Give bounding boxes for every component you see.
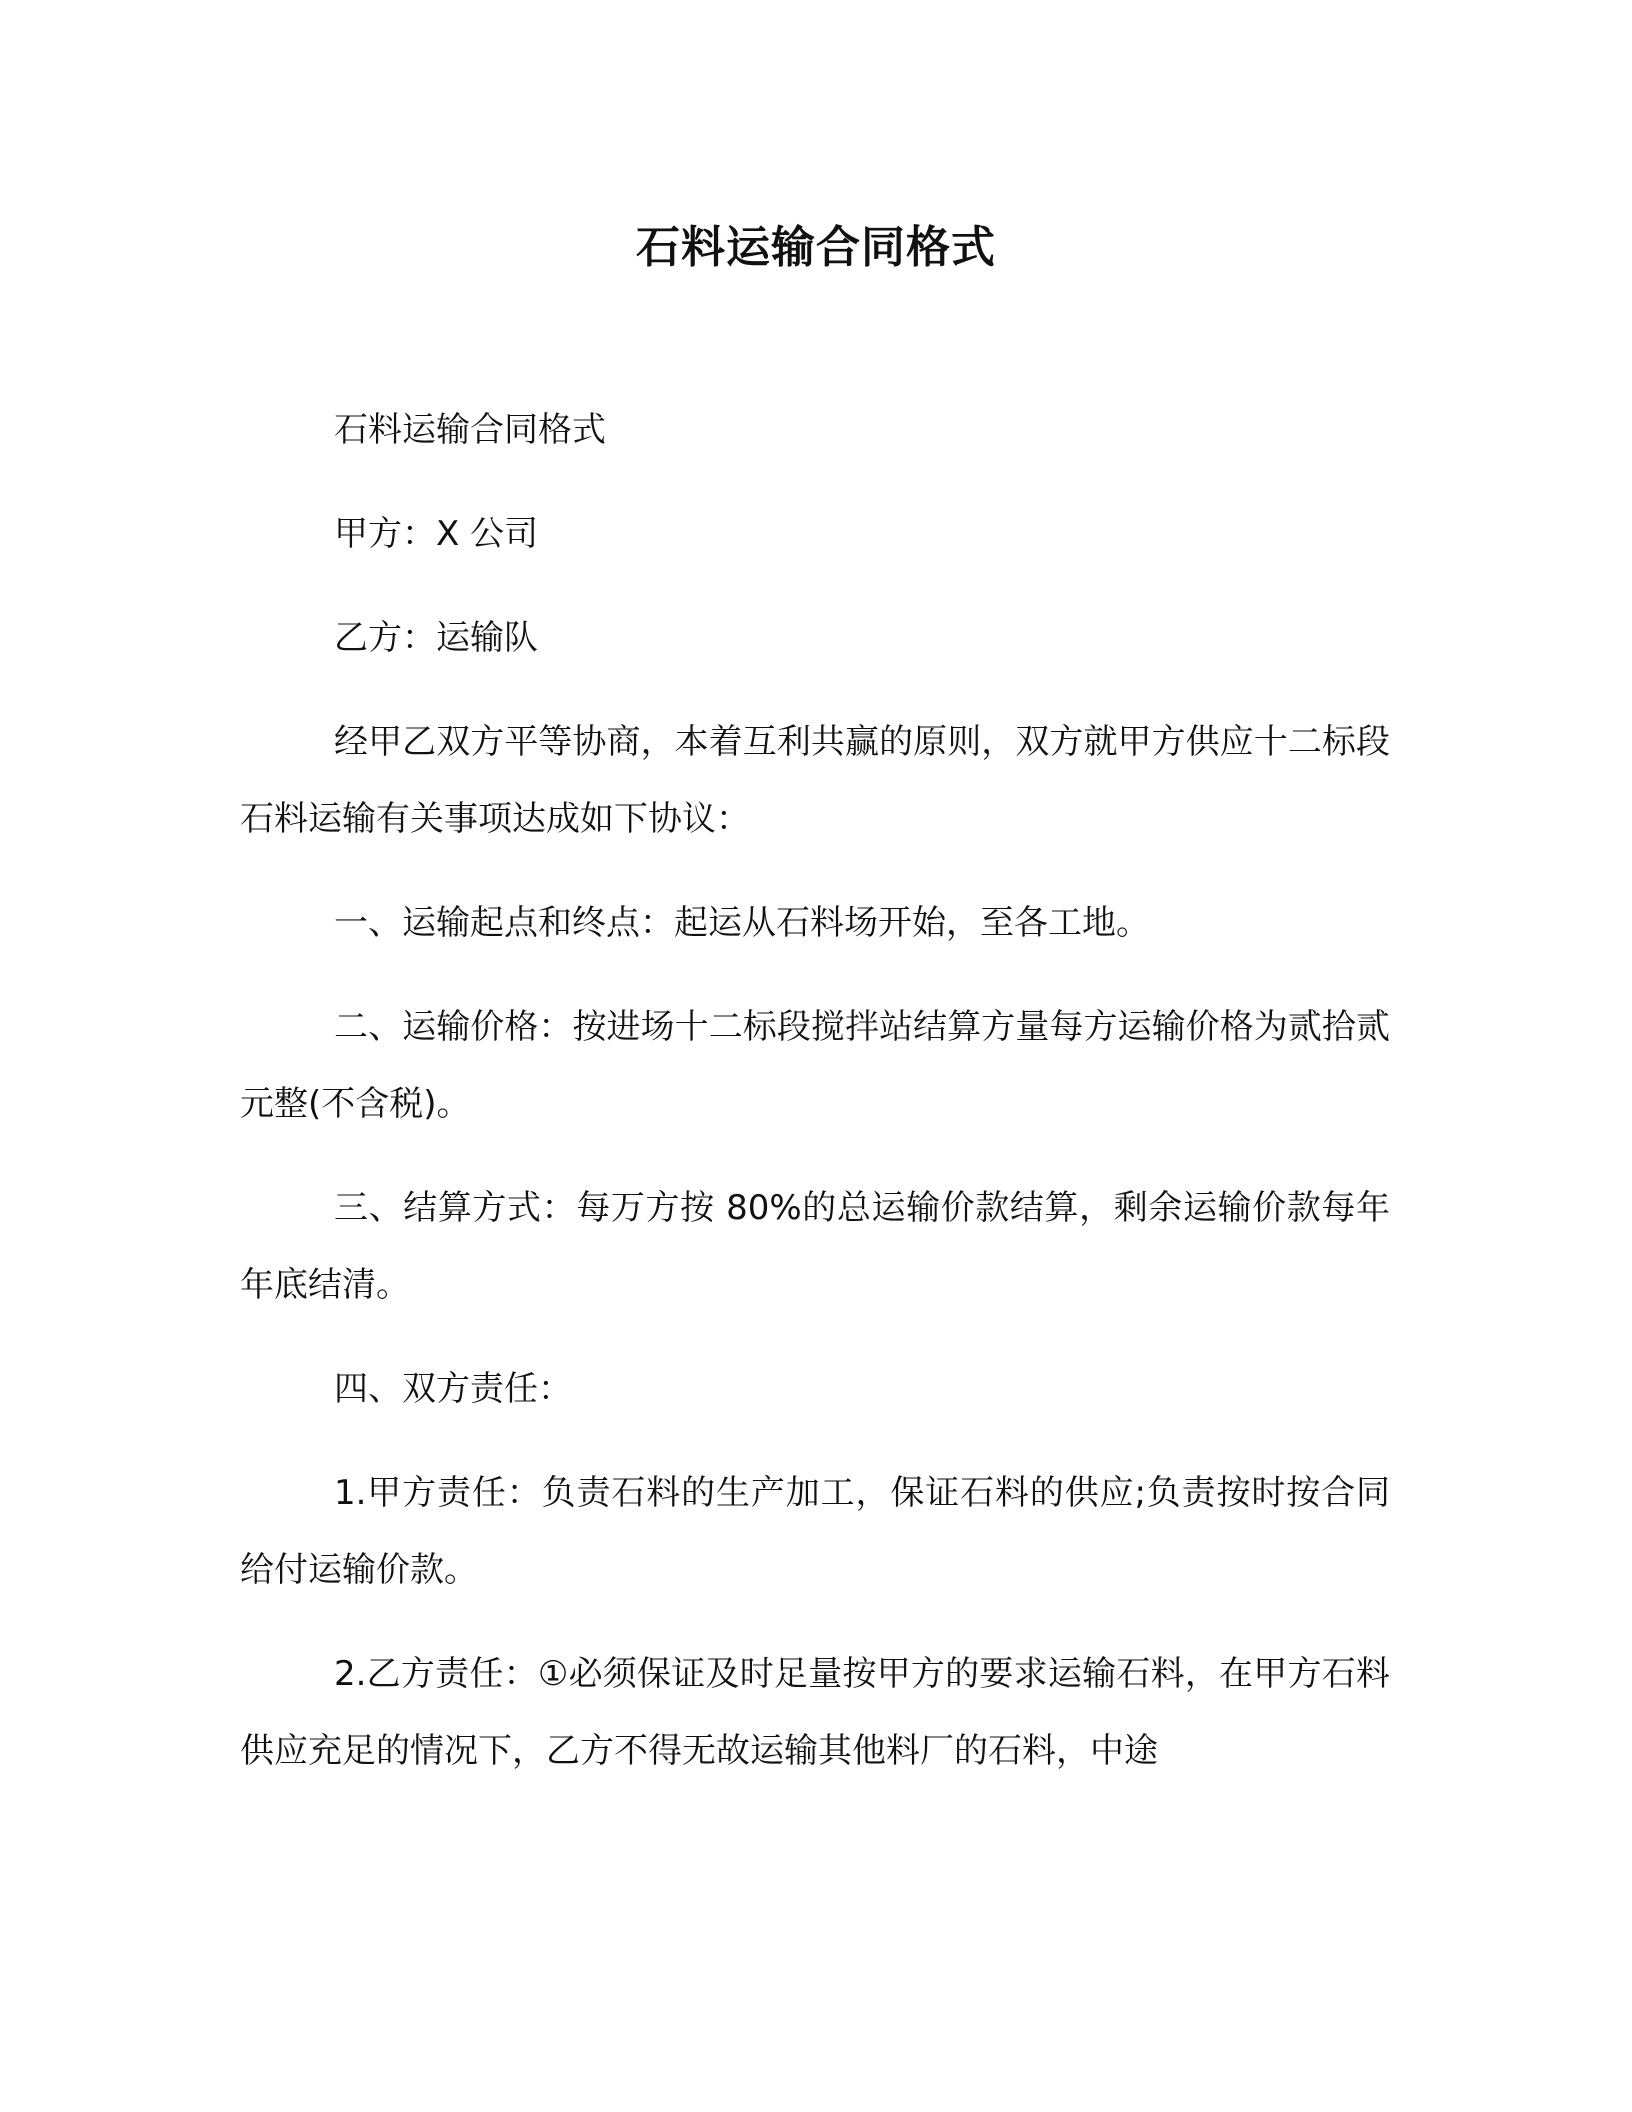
paragraph-preamble: 经甲乙双方平等协商，本着互利共赢的原则，双方就甲方供应十二标段石料运输有关事项达成如下协议： bbox=[240, 722, 1390, 839]
paragraph-party-b: 乙方：运输队 bbox=[334, 618, 538, 658]
paragraph-party-a: 甲方：X 公司 bbox=[334, 514, 539, 554]
paragraph-party-a-duty: 1.甲方责任：负责石料的生产加工，保证石料的供应;负责按时按合同给付运输价款。 bbox=[240, 1473, 1390, 1590]
paragraph-subtitle: 石料运输合同格式 bbox=[334, 410, 606, 450]
paragraph-clause-1: 一、运输起点和终点：起运从石料场开始，至各工地。 bbox=[334, 903, 1150, 943]
document-body bbox=[240, 392, 1390, 1817]
paragraph-clause-4: 四、双方责任： bbox=[334, 1369, 572, 1409]
paragraph-party-b-duty: 2.乙方责任：①必须保证及时足量按甲方的要求运输石料，在甲方石料供应充足的情况下，乙方不得无故运输其他料厂的石料，中途 bbox=[240, 1654, 1390, 1771]
document-title: 石料运输合同格式 bbox=[636, 222, 996, 273]
paragraph-clause-3: 三、结算方式：每万方按 80%的总运输价款结算，剩余运输价款每年年底结清。 bbox=[240, 1188, 1390, 1305]
paragraph-clause-2: 二、运输价格：按进场十二标段搅拌站结算方量每方运输价格为贰拾贰元整(不含税)。 bbox=[240, 1007, 1390, 1124]
